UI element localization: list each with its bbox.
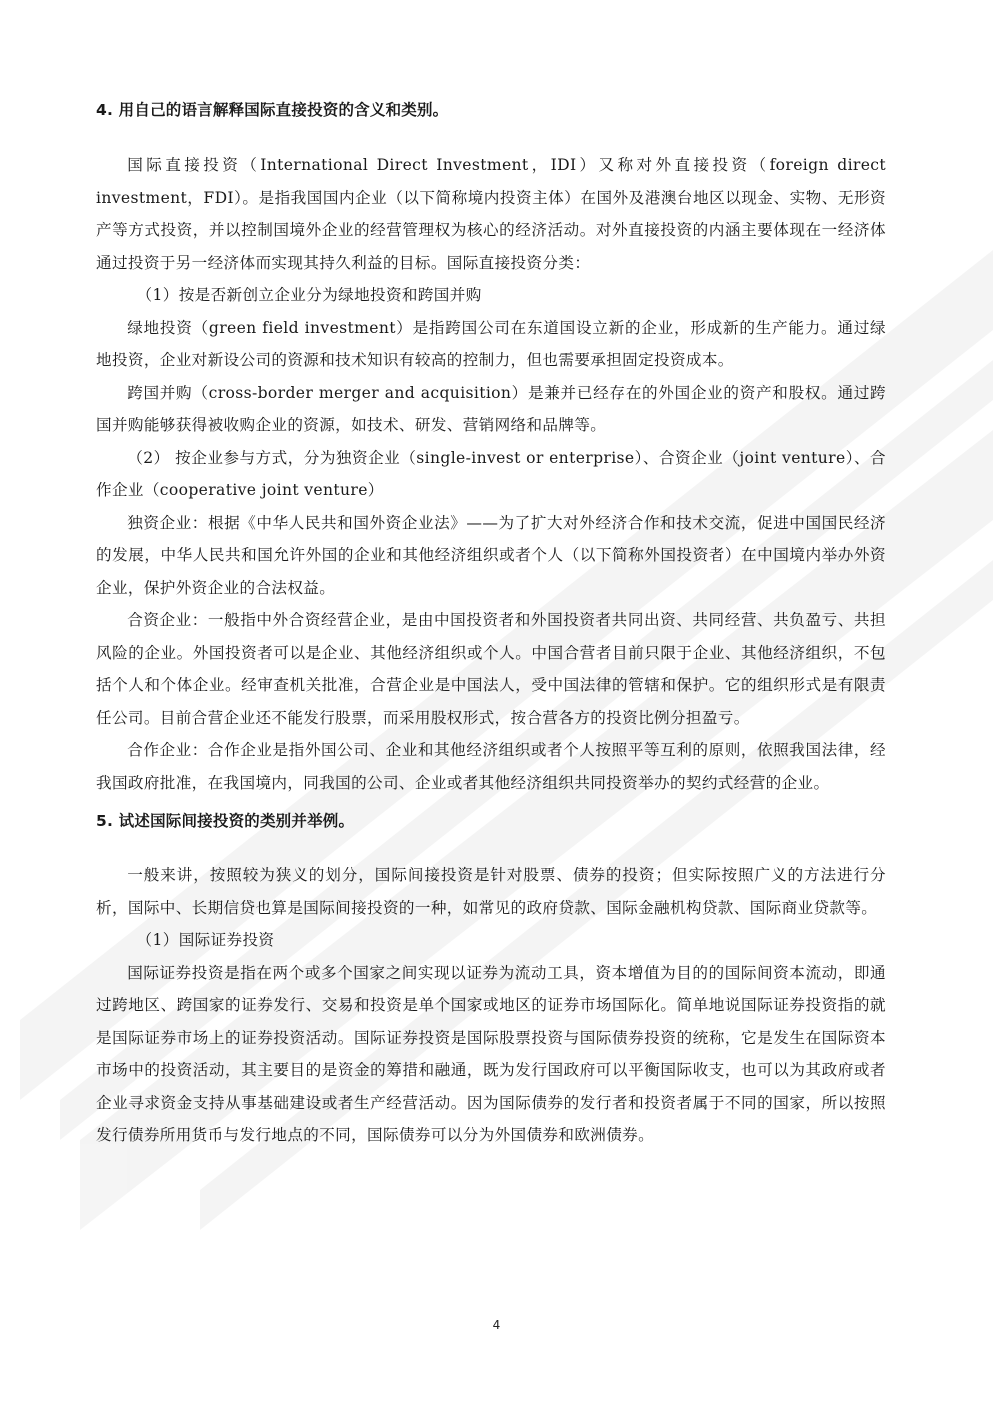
section-4-paragraph-sole-venture: 独资企业：根据《中华人民共和国外资企业法》——为了扩大对外经济合作和技术交流，促进中国国民经济的发展，中华人民共和国允许外国的企业和其他经济组织或者个人（以下简称外国投资者）在中国境内举办外资企业，保护外资企业的合法权益。: [96, 513, 886, 597]
section-5-paragraph-intro: 一般来讲，按照较为狭义的划分，国际间接投资是针对股票、债券的投资；但实际按照广义的方法进行分析，国际中、长期信贷也算是国际间接投资的一种，如常见的政府贷款、国际金融机构贷款、国际商业贷款等。: [96, 866, 886, 917]
section-4-heading: 4. 用自己的语言解释国际直接投资的含义和类别。: [96, 101, 449, 119]
section-4-subheading-1: （1）按是否新创立企业分为绿地投资和跨国并购: [136, 286, 482, 304]
section-4-paragraph-joint-venture: 合资企业：一般指中外合资经营企业，是由中国投资者和外国投资者共同出资、共同经营、共负盈亏、共担风险的企业。外国投资者可以是企业、其他经济组织或个人。中国合营者目前只限于企业、其他经济组织，不包括个人和个体企业。经审查机关批准，合营企业是中国法人，受中国法律的管辖和保护。它的组织形式是有限责任公司。目前合营企业还不能发行股票，而采用股权形式，按合营各方的投资比例分担盈亏。: [96, 611, 886, 727]
document-body: [96, 94, 886, 1152]
section-4-paragraph-intro: 国际直接投资（International Direct Investment，IDI）又称对外直接投资（foreign direct investment，FDI）。是指我国国内企业（以下简称境内投资主体）在国外及港澳台地区以现金、实物、无形资产等方式投资，并以控制国境外企业的经营管理权为核心的经济活动。对外直接投资的内涵主要体现在一经济体通过投资于另一经济体而实现其持久利益的目标。国际直接投资分类：: [96, 156, 886, 272]
section-5-paragraph-securities: 国际证券投资是指在两个或多个国家之间实现以证券为流动工具，资本增值为目的的国际间资本流动，即通过跨地区、跨国家的证券发行、交易和投资是单个国家或地区的证券市场国际化。简单地说国际证券投资指的就是国际证券市场上的证券投资活动。国际证券投资是国际股票投资与国际债券投资的统称，它是发生在国际资本市场中的投资活动，其主要目的是资金的筹措和融通，既为发行国政府可以平衡国际收支，也可以为其政府或者企业寻求资金支持从事基础建设或者生产经营活动。因为国际债券的发行者和投资者属于不同的国家，所以按照发行债券所用货币与发行地点的不同，国际债券可以分为外国债券和欧洲债券。: [96, 963, 886, 1144]
section-4-paragraph-cooperative: 合作企业：合作企业是指外国公司、企业和其他经济组织或者个人按照平等互利的原则，依照我国法律，经我国政府批准，在我国境内，同我国的公司、企业或者其他经济组织共同投资举办的契约式经营的企业。: [96, 741, 886, 792]
section-5-subheading-1: （1）国际证券投资: [136, 931, 275, 949]
section-4-subheading-2: （2） 按企业参与方式，分为独资企业（single-invest or enterprise）、合资企业（joint venture）、合作企业（cooperative joint venture）: [96, 448, 886, 499]
page-number: 4: [492, 1318, 501, 1332]
section-5-heading: 5. 试述国际间接投资的类别并举例。: [96, 812, 355, 830]
section-4-paragraph-greenfield: 绿地投资（green field investment）是指跨国公司在东道国设立新的企业，形成新的生产能力。通过绿地投资，企业对新设公司的资源和技术知识有较高的控制力，但也需要承担固定投资成本。: [96, 318, 886, 369]
section-4-paragraph-mna: 跨国并购（cross-border merger and acquisition）是兼并已经存在的外国企业的资产和股权。通过跨国并购能够获得被收购企业的资源，如技术、研发、营销网络和品牌等。: [96, 383, 886, 434]
